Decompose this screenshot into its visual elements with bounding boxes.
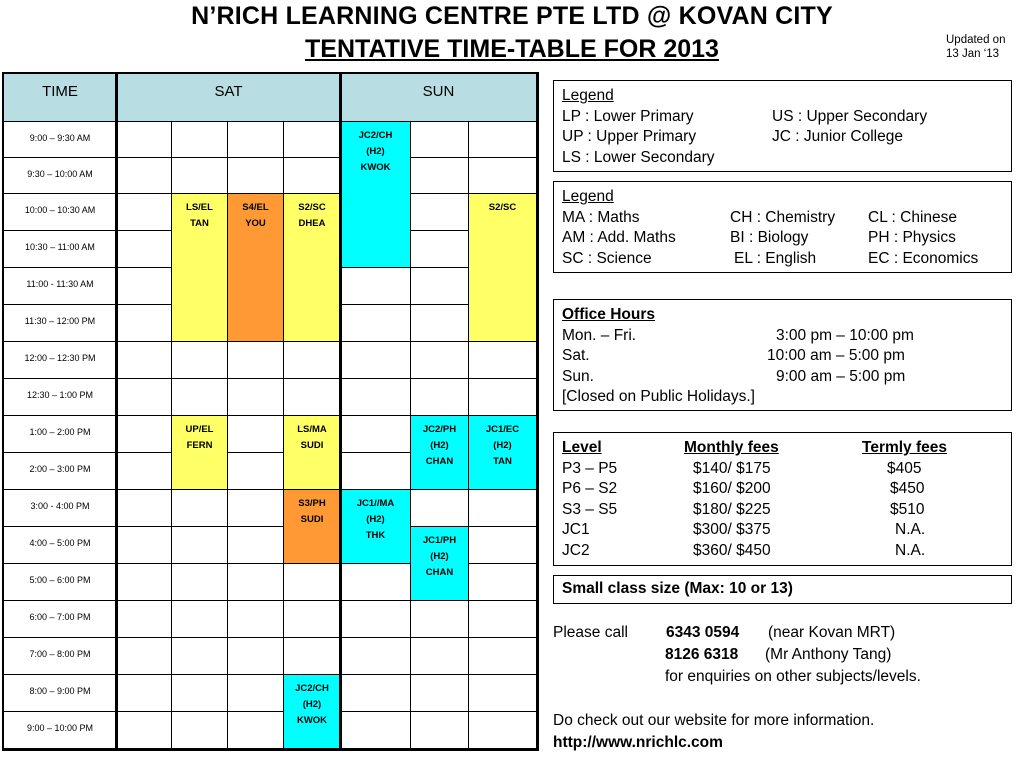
timetable-cell — [469, 158, 537, 194]
fees-termly: $510 — [890, 500, 925, 518]
legend-levels-title: Legend — [562, 87, 614, 104]
timetable-cell — [172, 122, 228, 158]
timetable-cell — [469, 379, 537, 416]
timetable-cell — [117, 675, 172, 712]
timetable-cell — [341, 416, 411, 453]
time-slot: 12:00 – 12:30 PM — [4, 342, 117, 379]
class-block[interactable]: UP/EL FERN — [172, 416, 228, 490]
time-slot: 3:00 - 4:00 PM — [4, 490, 117, 527]
contact-info — [553, 622, 1018, 754]
class-block[interactable]: JC1//MA (H2) THK — [341, 490, 411, 564]
timetable-cell — [228, 527, 284, 564]
timetable-cell — [228, 158, 284, 194]
timetable-cell — [172, 712, 228, 749]
timetable-cell — [411, 268, 469, 305]
timetable-cell — [469, 342, 537, 379]
fees-level: JC1 — [562, 521, 590, 538]
website-note: Do check out our website for more information. — [553, 712, 875, 729]
timetable-cell — [228, 490, 284, 527]
timetable-cell — [411, 379, 469, 416]
office-monfri-time: 3:00 pm – 10:00 pm — [776, 326, 914, 344]
office-hours — [553, 299, 1012, 411]
time-slot: 9:00 – 9:30 AM — [4, 122, 117, 158]
timetable-cell — [469, 601, 537, 638]
timetable-cell — [284, 158, 341, 194]
timetable-cell — [117, 601, 172, 638]
timetable-cell — [411, 158, 469, 194]
timetable-cell — [341, 564, 411, 601]
timetable-cell — [411, 194, 469, 231]
timetable-cell — [172, 527, 228, 564]
timetable-cell — [341, 453, 411, 490]
fees-termly: N.A. — [895, 521, 926, 538]
timetable-cell — [172, 158, 228, 194]
legend-subjects — [553, 181, 1012, 273]
timetable-cell — [411, 122, 469, 158]
legend-subjects-title: Legend — [562, 188, 614, 205]
legend-el: EL : English — [734, 249, 817, 267]
timetable-cell — [469, 675, 537, 712]
time-slot: 2:00 – 3:00 PM — [4, 453, 117, 490]
time-slot: 6:00 – 7:00 PM — [4, 601, 117, 638]
fees-monthly: $300/ $375 — [693, 521, 771, 538]
legend-ma: MA : Maths — [562, 208, 640, 226]
timetable-cell — [117, 231, 172, 268]
updated-date: 13 Jan ‘13 — [946, 48, 1000, 60]
office-sat-time: 10:00 am – 5:00 pm — [767, 347, 905, 364]
updated-label: Updated on — [946, 34, 1006, 46]
timetable-cell — [469, 490, 537, 527]
timetable-cell — [117, 638, 172, 675]
fees-row — [562, 459, 1003, 480]
fees-level: S3 – S5 — [562, 500, 618, 518]
timetable-cell — [411, 601, 469, 638]
legend-cl: CL : Chinese — [868, 208, 958, 226]
timetable-cell — [172, 490, 228, 527]
fees-monthly: $140/ $175 — [693, 459, 771, 477]
time-slot: 9:00 – 10:00 PM — [4, 712, 117, 749]
timetable-cell — [341, 379, 411, 416]
timetable-cell — [284, 564, 341, 601]
office-note: [Closed on Public Holidays.] — [562, 388, 755, 405]
column-separator — [339, 74, 342, 749]
timetable-cell — [341, 638, 411, 675]
enquiries-note: for enquiries on other subjects/levels. — [665, 668, 921, 685]
updated-note — [946, 33, 1005, 61]
fees-monthly: $180/ $225 — [693, 500, 771, 518]
fees-level: JC2 — [562, 541, 590, 559]
please-call-label: Please call — [553, 624, 628, 641]
class-size-note: Small class size (Max: 10 or 13) — [553, 575, 1012, 604]
timetable — [2, 72, 539, 751]
timetable-cell — [228, 379, 284, 416]
timetable-cell — [228, 601, 284, 638]
timetable-cell — [117, 564, 172, 601]
class-block[interactable]: JC2/CH (H2) KWOK — [341, 122, 411, 268]
legend-sc: SC : Science — [562, 249, 652, 267]
fees-row — [562, 520, 1003, 541]
timetable-cell — [284, 601, 341, 638]
time-slot: 11:00 - 11:30 AM — [4, 268, 117, 305]
fees-row — [562, 541, 1003, 562]
subtitle-text: TENTATIVE TIME-TABLE FOR 2013 — [305, 35, 719, 63]
page-subtitle — [0, 35, 1024, 64]
time-slot: 10:30 – 11:00 AM — [4, 231, 117, 268]
legend-ls: LS : Lower Secondary — [562, 148, 715, 166]
timetable-cell — [228, 638, 284, 675]
class-block[interactable]: LS/MA SUDI — [284, 416, 341, 490]
phone-2-note: (Mr Anthony Tang) — [765, 646, 892, 663]
class-block[interactable]: S2/SC — [469, 194, 537, 342]
time-slot: 1:00 – 2:00 PM — [4, 416, 117, 453]
fees-row — [562, 500, 1003, 521]
fees-level-header: Level — [562, 439, 602, 456]
legend-ch: CH : Chemistry — [730, 208, 836, 226]
phone-1: 6343 0594 — [666, 624, 740, 641]
legend-us: US : Upper Secondary — [772, 107, 928, 125]
timetable-cell — [284, 342, 341, 379]
class-block[interactable]: JC1/EC (H2) TAN — [469, 416, 537, 490]
timetable-cell — [341, 342, 411, 379]
timetable-cell — [341, 268, 411, 305]
fees-monthly: $360/ $450 — [693, 541, 771, 559]
fees-termly: $405 — [887, 459, 922, 477]
fees-level: P6 – S2 — [562, 480, 618, 497]
timetable-cell — [172, 342, 228, 379]
timetable-cell — [228, 342, 284, 379]
class-block[interactable]: JC1/PH (H2) CHAN — [411, 527, 469, 601]
time-slot: 7:00 – 8:00 PM — [4, 638, 117, 675]
timetable-cell — [341, 675, 411, 712]
time-slot: 5:00 – 6:00 PM — [4, 564, 117, 601]
header-sat: SAT — [117, 74, 341, 122]
legend-bi: BI : Biology — [730, 229, 809, 246]
timetable-cell — [341, 601, 411, 638]
timetable-cell — [172, 638, 228, 675]
fees-monthly-header: Monthly fees — [684, 439, 779, 456]
class-block[interactable]: S4/EL YOU — [228, 194, 284, 342]
timetable-cell — [228, 453, 284, 490]
header-time: TIME — [4, 74, 117, 122]
website-link[interactable]: http://www.nrichlc.com — [553, 734, 723, 751]
timetable-cell — [172, 379, 228, 416]
time-slot: 9:30 – 10:00 AM — [4, 158, 117, 194]
class-block[interactable]: LS/EL TAN — [172, 194, 228, 342]
legend-lp: LP : Lower Primary — [562, 107, 694, 125]
office-sun-time: 9:00 am – 5:00 pm — [776, 367, 906, 385]
timetable-cell — [117, 305, 172, 342]
office-monfri-label: Mon. – Fri. — [562, 326, 637, 344]
class-block[interactable]: JC2/PH (H2) CHAN — [411, 416, 469, 490]
timetable-cell — [172, 601, 228, 638]
page-title: N’RICH LEARNING CENTRE PTE LTD @ KOVAN CITY — [191, 2, 833, 30]
timetable-cell — [411, 231, 469, 268]
timetable-cell — [228, 564, 284, 601]
timetable-cell — [341, 305, 411, 342]
timetable-cell — [341, 712, 411, 749]
timetable-cell — [117, 268, 172, 305]
legend-am: AM : Add. Maths — [562, 229, 676, 246]
timetable-cell — [411, 305, 469, 342]
timetable-cell — [284, 379, 341, 416]
timetable-cell — [469, 122, 537, 158]
header-sun: SUN — [341, 74, 537, 122]
timetable-cell — [469, 638, 537, 675]
timetable-grid — [4, 74, 537, 749]
fees-monthly: $160/ $200 — [693, 480, 771, 497]
office-sat-label: Sat. — [562, 347, 590, 364]
timetable-cell — [172, 675, 228, 712]
timetable-cell — [172, 564, 228, 601]
phone-2: 8126 6318 — [665, 646, 739, 663]
time-slot: 4:00 – 5:00 PM — [4, 527, 117, 564]
timetable-cell — [411, 675, 469, 712]
class-block[interactable]: S3/PH SUDI — [284, 490, 341, 564]
time-slot: 10:00 – 10:30 AM — [4, 194, 117, 231]
office-hours-title: Office Hours — [562, 306, 656, 323]
time-slot: 11:30 – 12:00 PM — [4, 305, 117, 342]
timetable-cell — [117, 342, 172, 379]
timetable-cell — [411, 712, 469, 749]
fees-termly: N.A. — [895, 541, 926, 559]
timetable-cell — [284, 122, 341, 158]
time-slot: 8:00 – 9:00 PM — [4, 675, 117, 712]
timetable-cell — [117, 122, 172, 158]
timetable-cell — [228, 675, 284, 712]
legend-jc: JC : Junior College — [772, 128, 903, 145]
timetable-cell — [117, 379, 172, 416]
timetable-cell — [228, 122, 284, 158]
fees-termly-header: Termly fees — [862, 439, 948, 456]
column-separator — [115, 74, 118, 749]
phone-1-note: (near Kovan MRT) — [768, 624, 896, 641]
timetable-cell — [284, 638, 341, 675]
timetable-cell — [117, 194, 172, 231]
timetable-cell — [117, 416, 172, 453]
class-block[interactable]: S2/SC DHEA — [284, 194, 341, 342]
legend-ec: EC : Economics — [868, 249, 979, 267]
timetable-cell — [411, 638, 469, 675]
fees-termly: $450 — [890, 480, 925, 497]
legend-ph: PH : Physics — [868, 229, 956, 246]
fees-row — [562, 479, 1003, 500]
time-slot: 12:30 – 1:00 PM — [4, 379, 117, 416]
legend-levels — [553, 80, 1012, 172]
timetable-cell — [411, 342, 469, 379]
timetable-cell — [228, 416, 284, 453]
timetable-cell — [117, 158, 172, 194]
class-block[interactable]: JC2/CH (H2) KWOK — [284, 675, 341, 749]
timetable-cell — [117, 712, 172, 749]
timetable-cell — [469, 712, 537, 749]
timetable-cell — [411, 490, 469, 527]
timetable-cell — [469, 564, 537, 601]
timetable-cell — [117, 490, 172, 527]
timetable-cell — [469, 527, 537, 564]
timetable-cell — [228, 712, 284, 749]
timetable-cell — [117, 527, 172, 564]
timetable-cell — [117, 453, 172, 490]
fees-level: P3 – P5 — [562, 459, 618, 477]
fees-table — [553, 432, 1012, 566]
legend-up: UP : Upper Primary — [562, 128, 697, 145]
office-sun-label: Sun. — [562, 367, 594, 385]
